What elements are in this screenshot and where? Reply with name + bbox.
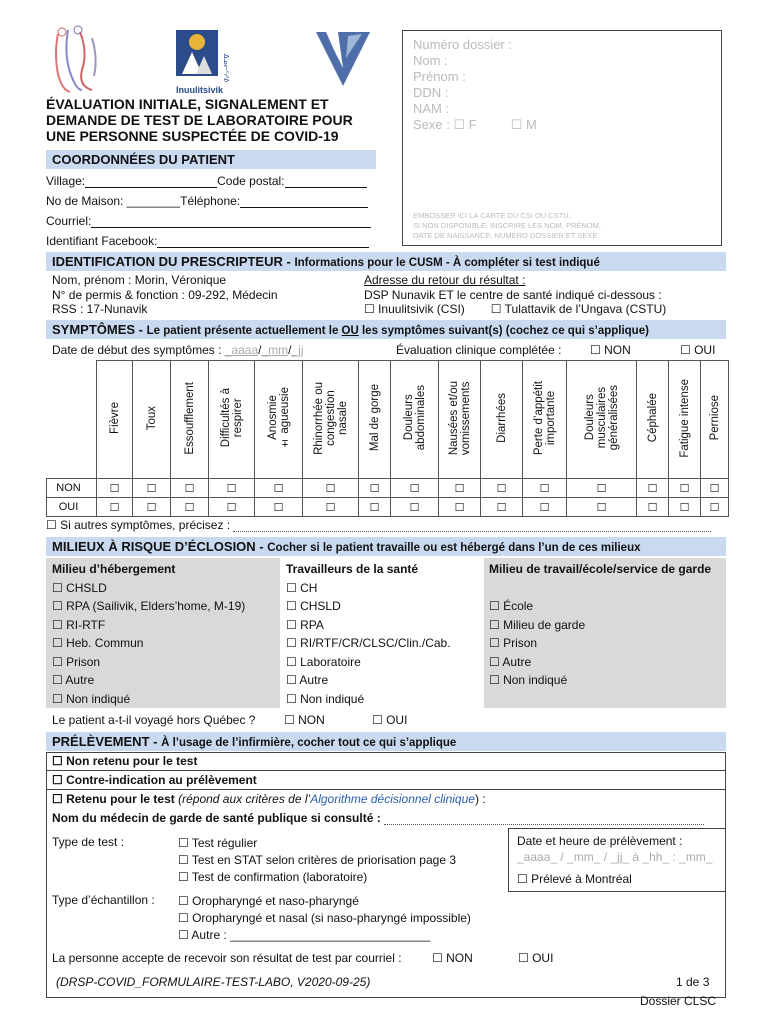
form-title xyxy=(46,96,396,144)
page-number: 1 de 3 xyxy=(676,975,710,989)
adresse-text: DSP Nunavik ET le centre de santé indiqué ci-dessous : xyxy=(364,287,662,302)
symptom-col-header xyxy=(171,361,209,479)
prelevement-subtitle: À l’usage de l’infirmière, cocher tout ce qui s’applique xyxy=(161,737,457,749)
autres-symptomes-label[interactable]: ☐ Si autres symptômes, précisez : xyxy=(46,518,234,532)
milieux-subtitle: Cocher si le patient travaille ou est hébergé dans l’un de ces milieux xyxy=(267,542,641,554)
option-autre[interactable]: ☐ Autre xyxy=(286,673,329,687)
contre-indication-checkbox[interactable]: ☐ Contre-indication au prélèvement xyxy=(52,773,257,787)
logo-triangle xyxy=(312,28,374,90)
voyage-question: Le patient a-t-il voyagé hors Québec ? xyxy=(52,713,256,727)
logo-inuulitsivik xyxy=(172,24,244,94)
option-test-regulier[interactable]: ☐ Test régulier xyxy=(178,836,258,850)
symptomes-subtitle-2: les symptômes suivant(s) (cochez ce qui s’applique) xyxy=(358,325,649,337)
symptom-checkbox[interactable]: ☐ xyxy=(303,479,359,498)
symptom-checkbox[interactable]: ☐ xyxy=(303,498,359,517)
option-autre[interactable]: ☐ Autre xyxy=(52,673,95,687)
retour-resultat xyxy=(364,273,666,317)
svg-text:ᐃᓄᓕᑦᓯᕕᒃ: ᐃᓄᓕᑦᓯᕕᒃ xyxy=(222,54,230,82)
emboss-line: SI NON DISPONIBLE, INSCRIRE LES NOM, PRÉNOM, xyxy=(413,221,601,230)
retenu-note: (répond aux critères de l’ xyxy=(174,792,311,806)
voyage-oui[interactable]: ☐ OUI xyxy=(372,713,408,727)
date-prelevement-field[interactable]: _aaaa_ / _mm_ / _jj_ à _hh_ : _mm_ xyxy=(517,850,713,864)
option-ri-rtf[interactable]: ☐ RI-RTF xyxy=(52,617,106,632)
patient-section-header: COORDONNÉES DU PATIENT xyxy=(46,150,376,169)
id-sexe-row xyxy=(413,117,711,133)
id-dossier-label: Numéro dossier : xyxy=(413,37,512,52)
autres-symptomes-row xyxy=(46,518,726,532)
retenu-row xyxy=(52,792,486,806)
symptomes-subtitle-1: Le patient présente actuellement le xyxy=(146,325,342,337)
option-heb-commun[interactable]: ☐ Heb. Commun xyxy=(52,636,144,650)
title-line-1: ÉVALUATION INITIALE, SIGNALEMENT ET xyxy=(46,96,329,112)
contre-indication-row xyxy=(46,771,726,790)
option-test-stat[interactable]: ☐ Test en STAT selon critères de priorisation page 3 xyxy=(178,853,457,867)
retenu-end: ) : xyxy=(474,792,486,806)
non-retenu-checkbox[interactable]: ☐ Non retenu pour le test xyxy=(52,754,198,768)
date-prelevement-box xyxy=(508,828,726,892)
courriel-label: Courriel: xyxy=(46,214,92,228)
symptom-checkbox[interactable]: ☐ xyxy=(391,479,439,498)
type-test-options xyxy=(178,835,456,886)
facebook-field[interactable] xyxy=(157,236,369,248)
voyage-row xyxy=(52,713,472,727)
emboss-line: DATE DE NAISSANCE, NUMÉRO DOSSIER ET SEXE xyxy=(413,231,598,240)
symptom-col-header xyxy=(637,361,669,479)
date-debut-year[interactable]: _aaaa xyxy=(224,343,259,357)
symptom-checkbox[interactable]: ☐ xyxy=(567,498,637,517)
corner-cell xyxy=(47,361,97,479)
medecin-row xyxy=(52,811,722,825)
symptom-checkbox[interactable]: ☐ xyxy=(391,498,439,517)
col-hebergement-title: Milieu d’hébergement xyxy=(52,562,176,576)
symptom-col-header xyxy=(701,361,729,479)
symptom-col-header xyxy=(359,361,391,479)
date-sep: / xyxy=(258,343,262,357)
symptom-checkbox[interactable]: ☐ xyxy=(701,498,729,517)
symptom-col-header xyxy=(391,361,439,479)
symptom-checkbox[interactable]: ☐ xyxy=(359,479,391,498)
symptom-header-row xyxy=(47,361,729,479)
logo-people xyxy=(48,24,104,94)
symptom-label: Fièvre xyxy=(108,402,121,434)
symptom-checkbox[interactable]: ☐ xyxy=(97,498,133,517)
date-debut-label: Date de début des symptômes : xyxy=(52,343,225,357)
prescripteur-permis: N° de permis & fonction : 09-292, Médecin xyxy=(52,287,278,302)
symptom-row-oui xyxy=(47,498,729,517)
symptom-checkbox[interactable]: ☐ xyxy=(481,498,523,517)
date-debut-row xyxy=(52,343,304,357)
symptom-label: Diarrhées xyxy=(495,393,508,443)
maison-row xyxy=(46,194,376,208)
village-field[interactable] xyxy=(85,176,217,188)
id-nam-label: NAM : xyxy=(413,101,450,116)
symptomes-subtitle-ou: OU xyxy=(341,325,359,337)
symptom-checkbox[interactable]: ☐ xyxy=(97,479,133,498)
symptom-label: Rhinorrhée ou congestion nasale xyxy=(312,381,349,455)
date-debut-day[interactable]: _jj xyxy=(291,343,304,357)
code-postal-field[interactable] xyxy=(285,176,367,188)
symptom-checkbox[interactable]: ☐ xyxy=(523,479,567,498)
resultat-courriel-question: La personne accepte de recevoir son résultat de test par courriel : xyxy=(52,951,402,965)
option-ri-rtf-cr[interactable]: ☐ RI/RTF/CR/CLSC/Clin./Cab. xyxy=(286,636,451,650)
symptom-label: Toux xyxy=(145,405,158,431)
symptom-col-header xyxy=(523,361,567,479)
option-oropharynge-nasal[interactable]: ☐ Oropharyngé et nasal (si naso-pharyngé impossible) xyxy=(178,911,471,925)
symptom-checkbox[interactable]: ☐ xyxy=(701,479,729,498)
symptom-checkbox[interactable]: ☐ xyxy=(171,498,209,517)
option-prison[interactable]: ☐ Prison xyxy=(52,654,101,669)
evaluation-oui[interactable]: ☐ OUI xyxy=(680,343,716,357)
non-retenu-row xyxy=(46,752,726,771)
symptom-checkbox[interactable]: ☐ xyxy=(359,498,391,517)
col-hebergement xyxy=(52,560,278,708)
option-autre-echantillon[interactable]: ☐ Autre : ______________________________ xyxy=(178,928,431,942)
symptom-checkbox[interactable]: ☐ xyxy=(567,479,637,498)
milieux-title: MILIEUX À RISQUE D’ÉCLOSION - xyxy=(52,539,268,554)
date-debut-month[interactable]: _mm xyxy=(261,343,289,357)
option-ch[interactable]: ☐ CH xyxy=(286,580,318,595)
symptom-checkbox[interactable]: ☐ xyxy=(255,479,303,498)
symptom-col-header xyxy=(567,361,637,479)
symptom-row-non xyxy=(47,479,729,498)
symptom-checkbox[interactable]: ☐ xyxy=(209,479,255,498)
id-sexe-m[interactable]: ☐ M xyxy=(510,117,537,132)
option-non-indique[interactable]: ☐ Non indiqué xyxy=(286,691,365,706)
option-inuulitsivik[interactable]: ☐ Inuulitsivik (CSI) xyxy=(364,302,465,316)
option-test-confirmation[interactable]: ☐ Test de confirmation (laboratoire) xyxy=(178,870,368,884)
symptom-label: Nausées et/ou vomissements xyxy=(447,380,472,456)
resultat-courriel-non[interactable]: ☐ NON xyxy=(432,951,473,965)
option-tulattavik[interactable]: ☐ Tulattavik de l’Ungava (CSTU) xyxy=(490,302,667,316)
algorithme-link[interactable]: Algorithme décisionnel clinique xyxy=(310,792,475,806)
symptom-label: Perte d’appétit importante xyxy=(532,380,557,456)
prescripteur-subtitle: Informations pour le CUSM - À compléter si test indiqué xyxy=(294,257,600,269)
logo-inuulitsivik-text: Inuulitsivik xyxy=(176,85,224,95)
col-travail-ecole xyxy=(489,560,725,690)
symptom-label: Mal de gorge xyxy=(368,384,381,452)
col-travailleurs xyxy=(286,560,482,708)
symptom-col-header xyxy=(481,361,523,479)
code-postal-label: Code postal: xyxy=(217,174,285,188)
symptomes-title: SYMPTÔMES - xyxy=(52,322,147,337)
symptom-label: Essoufflement xyxy=(183,381,196,455)
col-travail-title: Milieu de travail/école/service de garde xyxy=(489,562,712,576)
title-line-3: UNE PERSONNE SUSPECTÉE DE COVID-19 xyxy=(46,128,339,144)
adresse-label: Adresse du retour du résultat : xyxy=(364,273,526,287)
symptom-label: Anosmie ± agueusie xyxy=(266,387,291,449)
symptom-col-header xyxy=(669,361,701,479)
symptom-label: Perniose xyxy=(708,395,721,441)
spacer xyxy=(489,579,725,598)
symptom-checkbox[interactable]: ☐ xyxy=(439,479,481,498)
form-code: (DRSP-COVID_FORMULAIRE-TEST-LABO, V2020-09-25) xyxy=(56,975,371,989)
type-echantillon-label: Type d’échantillon : xyxy=(52,893,155,907)
medecin-field[interactable] xyxy=(384,813,704,825)
symptom-label: Difficultés à respirer xyxy=(219,388,244,448)
option-ecole[interactable]: ☐ École xyxy=(489,599,534,613)
prescripteur-rss: RSS : 17-Nunavik xyxy=(52,302,148,316)
symptom-col-header xyxy=(439,361,481,479)
voyage-non[interactable]: ☐ NON xyxy=(284,713,325,727)
symptom-table xyxy=(46,360,729,517)
evaluation-non[interactable]: ☐ NON xyxy=(590,343,631,357)
prescripteur-section-header xyxy=(46,252,726,271)
id-ddn-label: DDN : xyxy=(413,85,449,100)
option-prison[interactable]: ☐ Prison xyxy=(489,636,538,650)
preleve-montreal-checkbox[interactable]: ☐ Prélevé à Montréal xyxy=(517,872,632,886)
emboss-note xyxy=(413,211,601,241)
option-oropharynge-naso[interactable]: ☐ Oropharyngé et naso-pharyngé xyxy=(178,894,359,908)
autres-symptomes-field[interactable] xyxy=(233,520,711,532)
symptom-checkbox[interactable]: ☐ xyxy=(637,498,669,517)
prescripteur-title: IDENTIFICATION DU PRESCRIPTEUR - xyxy=(52,254,295,269)
symptom-label: Douleurs abdominales xyxy=(402,385,427,451)
symptom-checkbox[interactable]: ☐ xyxy=(669,479,701,498)
symptom-checkbox[interactable]: ☐ xyxy=(171,479,209,498)
symptom-label: Fatigue intense xyxy=(678,378,691,458)
symptom-checkbox[interactable]: ☐ xyxy=(523,498,567,517)
prescripteur-info xyxy=(52,273,278,317)
evaluation-label: Évaluation clinique complétée : xyxy=(396,343,562,357)
id-nom-label: Nom : xyxy=(413,53,448,68)
milieux-section-header xyxy=(46,537,726,556)
telephone-label: Téléphone: xyxy=(180,194,241,208)
row-label-oui: OUI xyxy=(47,498,97,517)
symptom-col-header xyxy=(133,361,171,479)
title-line-2: DEMANDE DE TEST DE LABORATOIRE POUR xyxy=(46,112,353,128)
option-chsld[interactable]: ☐ CHSLD xyxy=(52,580,107,595)
option-milieu-garde[interactable]: ☐ Milieu de garde xyxy=(489,617,586,632)
symptom-label: Céphalée xyxy=(646,393,659,443)
facebook-row xyxy=(46,234,376,248)
resultat-courriel-row xyxy=(52,951,722,965)
retour-options xyxy=(364,302,666,317)
symptom-checkbox[interactable]: ☐ xyxy=(481,479,523,498)
option-non-indique[interactable]: ☐ Non indiqué xyxy=(52,691,131,706)
medecin-label: Nom du médecin de garde de santé publique si consulté : xyxy=(52,811,385,825)
symptom-col-header xyxy=(303,361,359,479)
emboss-line: EMBOSSER ICI LA CARTE DU CSI OU CSTU, xyxy=(413,211,571,220)
prelevement-section-header xyxy=(46,732,726,751)
telephone-field[interactable] xyxy=(240,196,368,208)
prelevement-title: PRÉLÈVEMENT - xyxy=(52,734,162,749)
option-autre[interactable]: ☐ Autre xyxy=(489,654,532,669)
col-travailleurs-title: Travailleurs de la santé xyxy=(286,562,419,576)
symptom-checkbox[interactable]: ☐ xyxy=(255,498,303,517)
symptom-checkbox[interactable]: ☐ xyxy=(637,479,669,498)
maison-label[interactable]: No de Maison: ________ xyxy=(46,194,181,208)
symptom-col-header xyxy=(209,361,255,479)
symptomes-section-header xyxy=(46,320,726,339)
courriel-row xyxy=(46,214,376,228)
facebook-label: Identifiant Facebook: xyxy=(46,234,158,248)
date-prelevement-label: Date et heure de prélèvement : xyxy=(517,834,683,848)
symptom-checkbox[interactable]: ☐ xyxy=(209,498,255,517)
option-laboratoire[interactable]: ☐ Laboratoire xyxy=(286,654,361,669)
dossier-clsc: Dossier CLSC xyxy=(640,994,717,1008)
option-non-indique[interactable]: ☐ Non indiqué xyxy=(489,673,568,687)
symptom-checkbox[interactable]: ☐ xyxy=(133,479,171,498)
village-row xyxy=(46,174,376,188)
retenu-checkbox[interactable]: ☐ Retenu pour le test xyxy=(52,792,175,806)
id-sexe-f[interactable]: Sexe : ☐ F xyxy=(413,117,477,132)
option-rpa[interactable]: ☐ RPA xyxy=(286,617,324,632)
symptom-checkbox[interactable]: ☐ xyxy=(669,498,701,517)
village-label: Village: xyxy=(46,174,86,188)
symptom-col-header xyxy=(255,361,303,479)
symptom-label: Douleurs musculaires généralisées xyxy=(583,385,620,451)
option-rpa[interactable]: ☐ RPA (Sailivik, Elders’home, M-19) xyxy=(52,599,246,613)
id-prenom-label: Prénom : xyxy=(413,69,466,84)
symptom-checkbox[interactable]: ☐ xyxy=(133,498,171,517)
type-echantillon-options xyxy=(178,893,471,944)
prescripteur-nom: Nom, prénom : Morin, Véronique xyxy=(52,273,227,287)
date-sep: / xyxy=(288,343,292,357)
evaluation-row xyxy=(396,343,726,357)
symptom-checkbox[interactable]: ☐ xyxy=(439,498,481,517)
patient-id-box[interactable] xyxy=(402,30,722,246)
symptom-col-header xyxy=(97,361,133,479)
courriel-field[interactable] xyxy=(91,216,371,228)
type-test-label: Type de test : xyxy=(52,835,125,849)
row-label-non: NON xyxy=(47,479,97,498)
option-chsld[interactable]: ☐ CHSLD xyxy=(286,599,341,613)
resultat-courriel-oui[interactable]: ☐ OUI xyxy=(518,951,554,965)
